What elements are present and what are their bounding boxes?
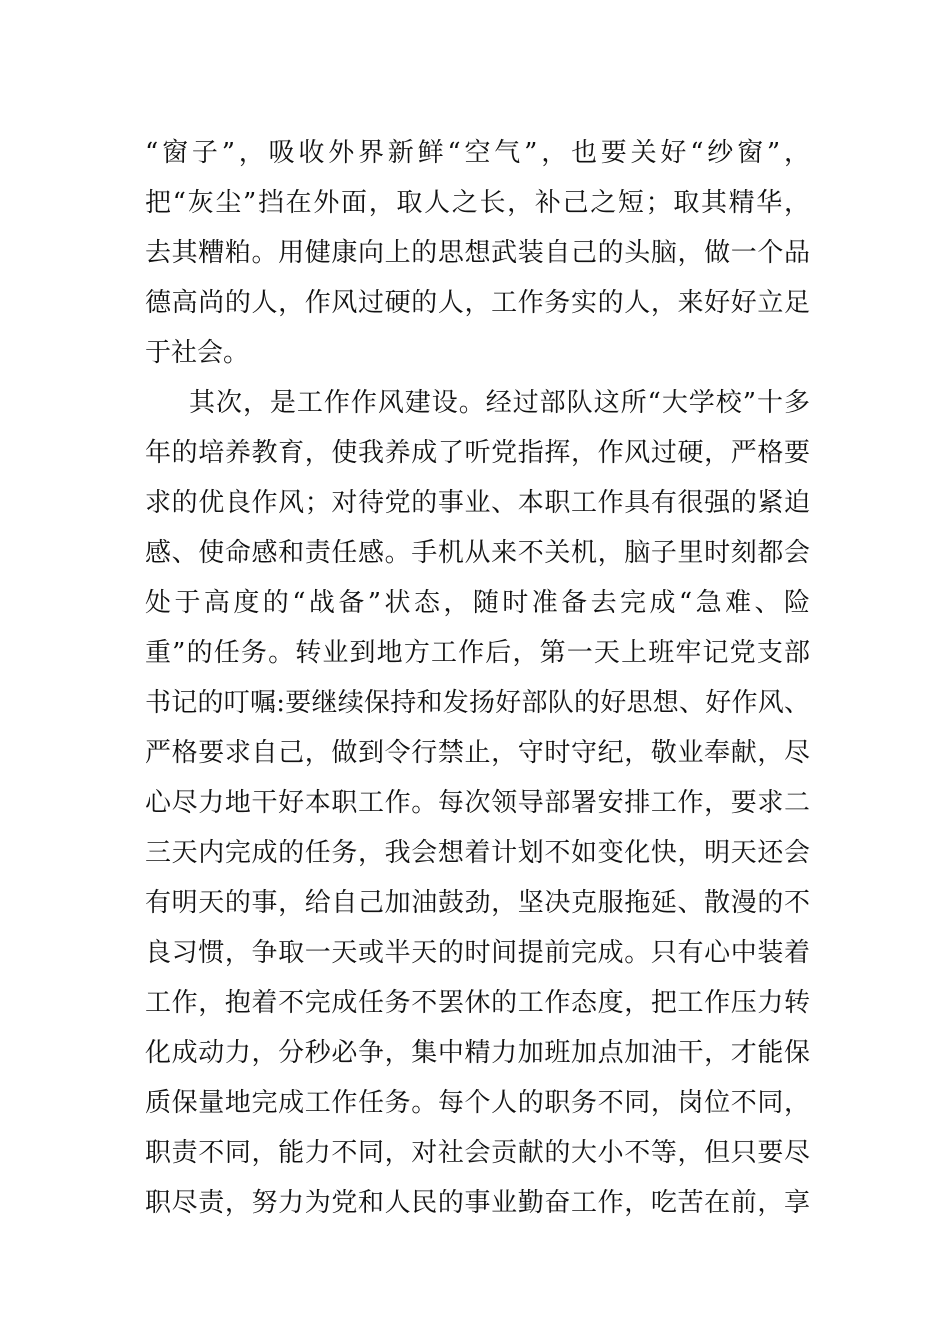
text-line: 职尽责，努力为党和人民的事业勤奋工作，吃苦在前，享 [145,1188,810,1218]
text-line: 有明天的事，给自己加油鼓劲，坚决克服拖延、散漫的不 [145,888,810,918]
text-line: 德高尚的人，作风过硬的人，工作务实的人，来好好立足 [145,288,810,318]
text-line: 处于高度的“战备”状态，随时准备去完成“急难、险 [145,588,810,618]
text-line: 年的培养教育，使我养成了听党指挥，作风过硬，严格要 [145,438,810,468]
text-line: “窗子”，吸收外界新鲜“空气”，也要关好“纱窗”， [145,138,810,168]
text-line: 良习惯，争取一天或半天的时间提前完成。只有心中装着 [145,938,810,968]
document-body [145,128,810,1228]
text-line: 严格要求自己，做到令行禁止，守时守纪，敬业奉献，尽 [145,738,810,768]
text-line: 于社会。 [145,338,250,368]
text-line: 求的优良作风；对待党的事业、本职工作具有很强的紧迫 [145,488,810,518]
text-line: 感、使命感和责任感。手机从来不关机，脑子里时刻都会 [145,538,810,568]
text-line: 重”的任务。转业到地方工作后，第一天上班牢记党支部 [145,638,810,668]
text-line: 工作，抱着不完成任务不罢休的工作态度，把工作压力转 [145,988,810,1018]
text-line: 书记的叮嘱:要继续保持和发扬好部队的好思想、好作风、 [145,688,810,718]
text-line: 职责不同，能力不同，对社会贡献的大小不等，但只要尽 [145,1138,810,1168]
text-line: 去其糟粕。用健康向上的思想武装自己的头脑，做一个品 [145,238,810,268]
paragraph-2 [145,378,810,1228]
text-line: 把“灰尘”挡在外面，取人之长，补己之短；取其精华， [145,188,810,218]
text-line: 质保量地完成工作任务。每个人的职务不同，岗位不同， [145,1088,810,1118]
text-line: 化成动力，分秒必争，集中精力加班加点加油干，才能保 [145,1038,810,1068]
text-line: 心尽力地干好本职工作。每次领导部署安排工作，要求二 [145,788,810,818]
text-line: 其次，是工作作风建设。经过部队这所“大学校”十多 [189,388,810,418]
text-line: 三天内完成的任务，我会想着计划不如变化快，明天还会 [145,838,810,868]
paragraph-1 [145,128,810,378]
